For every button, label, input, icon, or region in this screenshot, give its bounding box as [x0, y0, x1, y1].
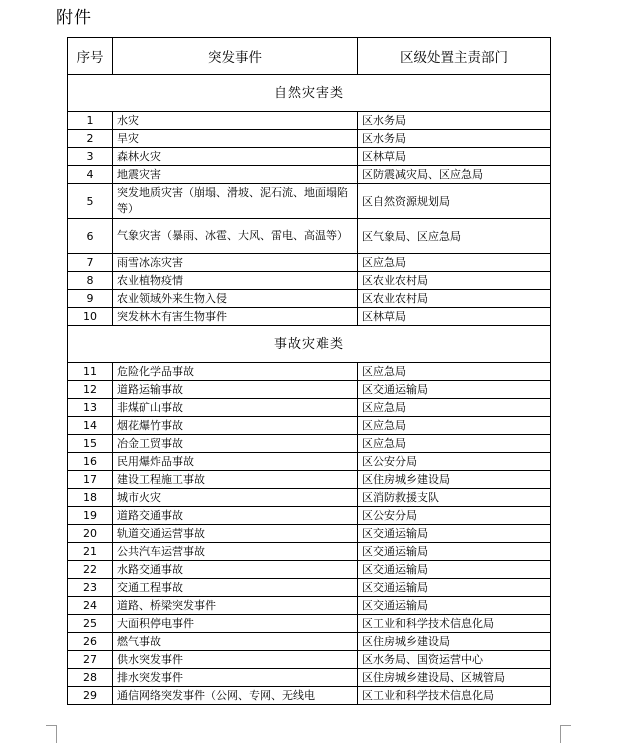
cell-event: 气象灾害（暴雨、冰雹、大风、雷电、高温等）: [113, 219, 358, 254]
cell-event: 交通工程事故: [113, 579, 358, 597]
column-header-event: 突发事件: [113, 38, 358, 75]
cell-event: 地震灾害: [113, 166, 358, 184]
cell-department: 区住房城乡建设局: [358, 633, 551, 651]
cell-number: 14: [68, 417, 113, 435]
cell-event: 通信网络突发事件（公网、专网、无线电: [113, 687, 358, 705]
table-row: [68, 579, 551, 597]
cell-department: 区交通运输局: [358, 543, 551, 561]
cell-department: 区应急局: [358, 254, 551, 272]
cell-number: 29: [68, 687, 113, 705]
table-row: [68, 130, 551, 148]
table-row: [68, 290, 551, 308]
table-row: [68, 615, 551, 633]
table-row: [68, 166, 551, 184]
cell-department: 区住房城乡建设局: [358, 471, 551, 489]
table-body: [68, 75, 551, 705]
table-row: [68, 597, 551, 615]
cell-event: 民用爆炸品事故: [113, 453, 358, 471]
cell-number: 18: [68, 489, 113, 507]
cell-number: 27: [68, 651, 113, 669]
cell-event: 森林火灾: [113, 148, 358, 166]
category-label: 事故灾难类: [68, 326, 551, 363]
cell-event: 农业植物疫情: [113, 272, 358, 290]
page-heading: 附件: [56, 8, 92, 28]
crop-mark-right: [560, 725, 571, 743]
cell-number: 10: [68, 308, 113, 326]
cell-event: 雨雪冰冻灾害: [113, 254, 358, 272]
cell-department: 区消防救援支队: [358, 489, 551, 507]
cell-number: 28: [68, 669, 113, 687]
cell-department: 区水务局: [358, 130, 551, 148]
cell-number: 11: [68, 363, 113, 381]
table-row: [68, 363, 551, 381]
cell-number: 23: [68, 579, 113, 597]
cell-department: 区应急局: [358, 417, 551, 435]
cell-number: 17: [68, 471, 113, 489]
column-header-department: 区级处置主责部门: [358, 38, 551, 75]
table-row: [68, 308, 551, 326]
cell-event: 道路运输事故: [113, 381, 358, 399]
cell-number: 13: [68, 399, 113, 417]
cell-event: 公共汽车运营事故: [113, 543, 358, 561]
cell-number: 7: [68, 254, 113, 272]
cell-department: 区公安分局: [358, 453, 551, 471]
category-label: 自然灾害类: [68, 75, 551, 112]
cell-number: 9: [68, 290, 113, 308]
cell-number: 12: [68, 381, 113, 399]
cell-department: 区住房城乡建设局、区城管局: [358, 669, 551, 687]
cell-event: 道路、桥梁突发事件: [113, 597, 358, 615]
table-row: [68, 254, 551, 272]
table-row: [68, 272, 551, 290]
cell-department: 区农业农村局: [358, 272, 551, 290]
cell-number: 6: [68, 219, 113, 254]
cell-department: 区工业和科学技术信息化局: [358, 615, 551, 633]
cell-event: 旱灾: [113, 130, 358, 148]
cell-event: 烟花爆竹事故: [113, 417, 358, 435]
cell-event: 燃气事故: [113, 633, 358, 651]
crop-mark-left: [46, 725, 57, 743]
table-row: [68, 184, 551, 219]
table-row: [68, 489, 551, 507]
table-row: [68, 219, 551, 254]
cell-event: 大面积停电事件: [113, 615, 358, 633]
table-row: [68, 633, 551, 651]
cell-department: 区工业和科学技术信息化局: [358, 687, 551, 705]
table-row: [68, 651, 551, 669]
table-row: [68, 687, 551, 705]
emergency-responsibility-table: [67, 37, 551, 705]
cell-number: 20: [68, 525, 113, 543]
cell-event: 道路交通事故: [113, 507, 358, 525]
cell-number: 3: [68, 148, 113, 166]
cell-event: 轨道交通运营事故: [113, 525, 358, 543]
cell-department: 区应急局: [358, 399, 551, 417]
cell-department: 区水务局: [358, 112, 551, 130]
cell-department: 区水务局、国资运营中心: [358, 651, 551, 669]
cell-event: 城市火灾: [113, 489, 358, 507]
cell-number: 24: [68, 597, 113, 615]
cell-number: 19: [68, 507, 113, 525]
cell-department: 区交通运输局: [358, 597, 551, 615]
cell-number: 1: [68, 112, 113, 130]
cell-number: 25: [68, 615, 113, 633]
table-header-row: [68, 38, 551, 75]
cell-event: 冶金工贸事故: [113, 435, 358, 453]
cell-number: 16: [68, 453, 113, 471]
cell-department: 区应急局: [358, 363, 551, 381]
cell-department: 区交通运输局: [358, 579, 551, 597]
cell-department: 区交通运输局: [358, 381, 551, 399]
cell-event: 建设工程施工事故: [113, 471, 358, 489]
cell-number: 22: [68, 561, 113, 579]
table-row: [68, 112, 551, 130]
table-row: [68, 507, 551, 525]
cell-number: 26: [68, 633, 113, 651]
table-row: [68, 435, 551, 453]
category-row: [68, 326, 551, 363]
cell-department: 区交通运输局: [358, 561, 551, 579]
cell-department: 区林草局: [358, 308, 551, 326]
table-row: [68, 525, 551, 543]
cell-department: 区防震减灾局、区应急局: [358, 166, 551, 184]
table-row: [68, 417, 551, 435]
table-row: [68, 453, 551, 471]
cell-department: 区气象局、区应急局: [358, 219, 551, 254]
table-row: [68, 561, 551, 579]
cell-event: 供水突发事件: [113, 651, 358, 669]
cell-event: 突发地质灾害（崩塌、滑坡、泥石流、地面塌陷等）: [113, 184, 358, 219]
cell-department: 区应急局: [358, 435, 551, 453]
table-row: [68, 543, 551, 561]
category-row: [68, 75, 551, 112]
cell-number: 15: [68, 435, 113, 453]
table-row: [68, 471, 551, 489]
table-row: [68, 381, 551, 399]
column-header-number: 序号: [68, 38, 113, 75]
cell-number: 5: [68, 184, 113, 219]
cell-number: 21: [68, 543, 113, 561]
cell-event: 水路交通事故: [113, 561, 358, 579]
cell-department: 区交通运输局: [358, 525, 551, 543]
table-row: [68, 148, 551, 166]
cell-number: 2: [68, 130, 113, 148]
cell-event: 非煤矿山事故: [113, 399, 358, 417]
cell-number: 4: [68, 166, 113, 184]
cell-event: 排水突发事件: [113, 669, 358, 687]
cell-event: 水灾: [113, 112, 358, 130]
cell-number: 8: [68, 272, 113, 290]
table-row: [68, 399, 551, 417]
cell-event: 突发林木有害生物事件: [113, 308, 358, 326]
cell-department: 区农业农村局: [358, 290, 551, 308]
table-row: [68, 669, 551, 687]
cell-department: 区林草局: [358, 148, 551, 166]
cell-event: 农业领域外来生物入侵: [113, 290, 358, 308]
cell-department: 区自然资源规划局: [358, 184, 551, 219]
cell-event: 危险化学品事故: [113, 363, 358, 381]
cell-department: 区公安分局: [358, 507, 551, 525]
